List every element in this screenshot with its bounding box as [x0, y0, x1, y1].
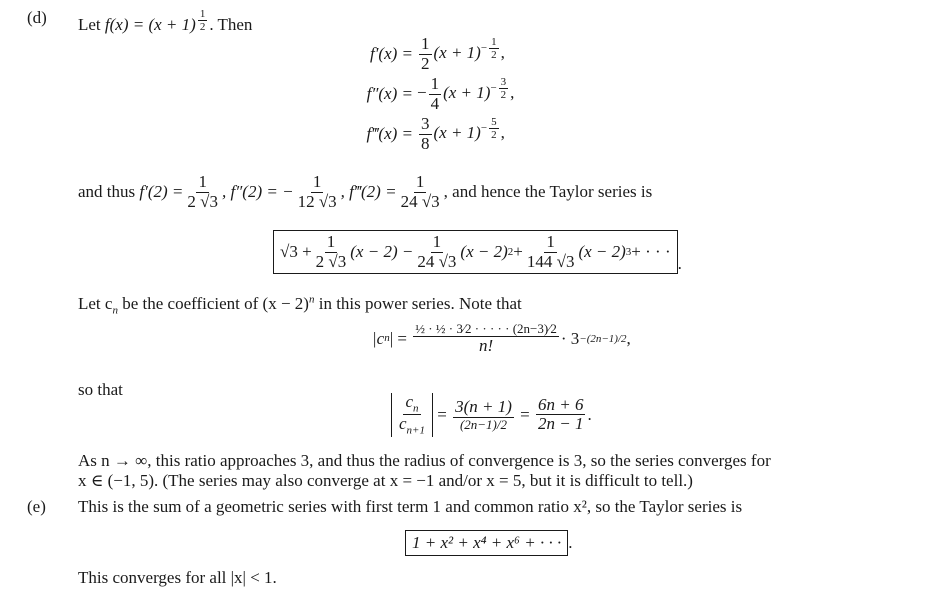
so-that-label: so that	[78, 380, 123, 399]
conclusion-line-2: x ∈ (−1, 5). (The series may also converge at x = −1 and/or x = 5, but it is difficult to tell.)	[78, 471, 693, 490]
part-e-label: (e)	[27, 497, 46, 516]
derivative-2: f″(x) = − $\frac{1}{4}$ $(x + 1)^{- \frac{3}{2}}$ ,	[366, 73, 515, 113]
exp-half: 1 2	[199, 8, 206, 34]
ratio-formula: $\frac{c_n}{c_{n+1}}$ = $\frac{3(n + 1)}{(2n-1)/2}$ = $\frac{6n + 6}{2n - 1}$ .	[391, 393, 592, 437]
part-e-text: This is the sum of a geometric series with first term 1 and common ratio x², so the Taylor series is	[78, 497, 743, 516]
conclusion-line-1: As n → ∞, this ratio approaches 3, and thus the radius of convergence is 3, so the series converges for	[78, 451, 771, 470]
part-d-intro: Let f(x) = (x + 1) $^{\frac{1}{2}}$ . Then	[78, 8, 253, 34]
function-def: f(x) = (x + 1)	[104, 14, 196, 34]
coefficient-line: Let $c_n$ be the coefficient of $(x - 2)^n$ in this power series. Note that	[78, 293, 522, 317]
derivative-3: f‴(x) = $\frac{3}{8}$ $(x + 1)^{- \frac{5}{2}}$ ,	[366, 113, 505, 153]
geometric-series-box: 1 + x² + x⁴ + x⁶ + · · · .	[405, 530, 572, 556]
cn-formula: |c n | = $\frac{\text{½ · ½ · 3⁄2 · · · · · (2n−3)⁄2}}{n!}$ · 3 −(2n−1)/2 ,	[372, 321, 631, 356]
convergence-statement: This converges for all |x| < 1.	[78, 568, 277, 587]
values-line: and thus f′(2) = $\frac{1}{2 √3}$ , f″(2) = − $\frac{1}{12 √3}$ , f‴(2) = $\frac{1}{24 √3}$ , and hence the Taylor series is	[78, 172, 653, 211]
part-d-label: (d)	[27, 8, 47, 27]
derivative-1: f′(x) = $\frac{1}{2}$ $(x + 1)^{- \frac{1}{2}}$ ,	[369, 33, 505, 73]
derivatives-block	[345, 34, 514, 154]
taylor-series-box: √3 + $\frac{1}{2 √3}$ (x − 2) − $\frac{1}{24 √3}$ (x − 2) 2 + $\frac{1}{144 √3}$ (x − 2) 3 + · · · .	[273, 230, 682, 274]
